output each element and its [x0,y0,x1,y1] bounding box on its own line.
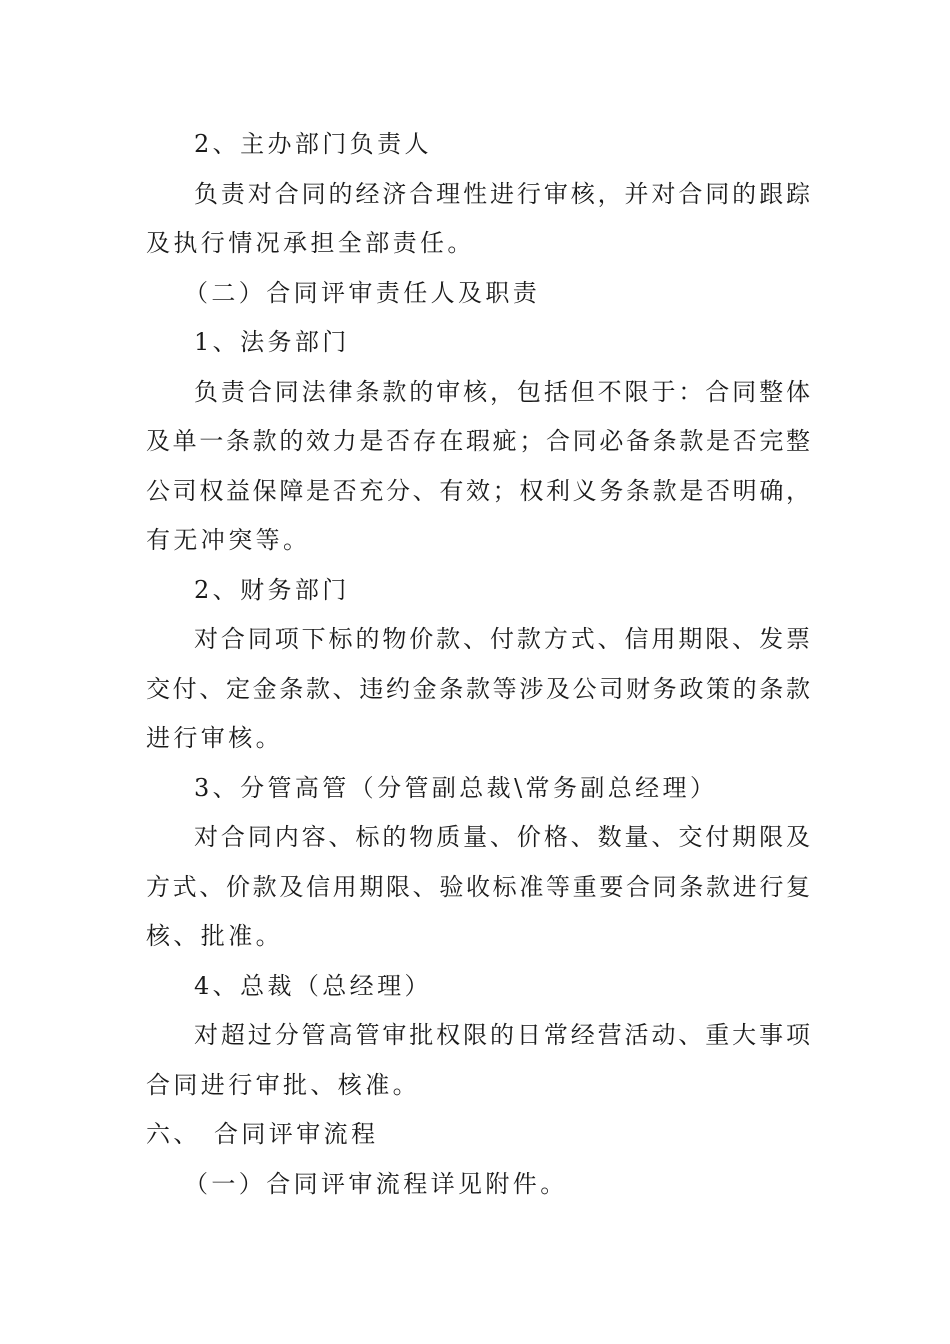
paragraph-line: 及执行情况承担全部责任。 [146,229,475,257]
subheading-legal-department: 1、法务部门 [194,328,350,356]
subheading-senior-manager: 3、分管高管（分管副总裁\常务副总经理） [194,773,718,802]
paragraph-line: 对合同项下标的物价款、付款方式、信用期限、发票 [194,625,810,653]
subheading-finance-department: 2、财务部门 [194,575,350,604]
subheading-responsibilities: （二）合同评审责任人及职责 [184,278,541,307]
paragraph-line: 公司权益保障是否充分、有效；权利义务条款是否明确， [146,476,810,505]
paragraph-line: 及单一条款的效力是否存在瑕疵；合同必备条款是否完整 [146,427,810,455]
paragraph-line: 对超过分管高管审批权限的日常经营活动、重大事项 [194,1021,810,1049]
section-six-heading [146,1110,810,1160]
paragraph-line: 进行审核。 [146,724,283,752]
document-page [146,120,810,1209]
section-number: 六、 [146,1120,201,1148]
paragraph-line: 合同进行审批、核准。 [146,1070,420,1099]
paragraph-line: 核、批准。 [146,922,283,950]
paragraph-line: 负责合同法律条款的审核，包括但不限于：合同整体 [194,377,810,406]
paragraph-line: 方式、价款及信用期限、验收标准等重要合同条款进行复 [146,872,810,901]
section-title: 合同评审流程 [214,1120,379,1148]
paragraph-line: 负责对合同的经济合理性进行审核，并对合同的跟踪 [194,179,810,208]
paragraph-line: 对合同内容、标的物质量、价格、数量、交付期限及 [194,823,810,851]
subheading-lead-department: 2、主办部门负责人 [194,130,432,158]
paragraph-line: 有无冲突等。 [146,526,311,554]
paragraph-line: （一）合同评审流程详见附件。 [184,1169,568,1198]
paragraph-line: 交付、定金条款、违约金条款等涉及公司财务政策的条款 [146,674,810,703]
subheading-president: 4、总裁（总经理） [194,971,432,1000]
